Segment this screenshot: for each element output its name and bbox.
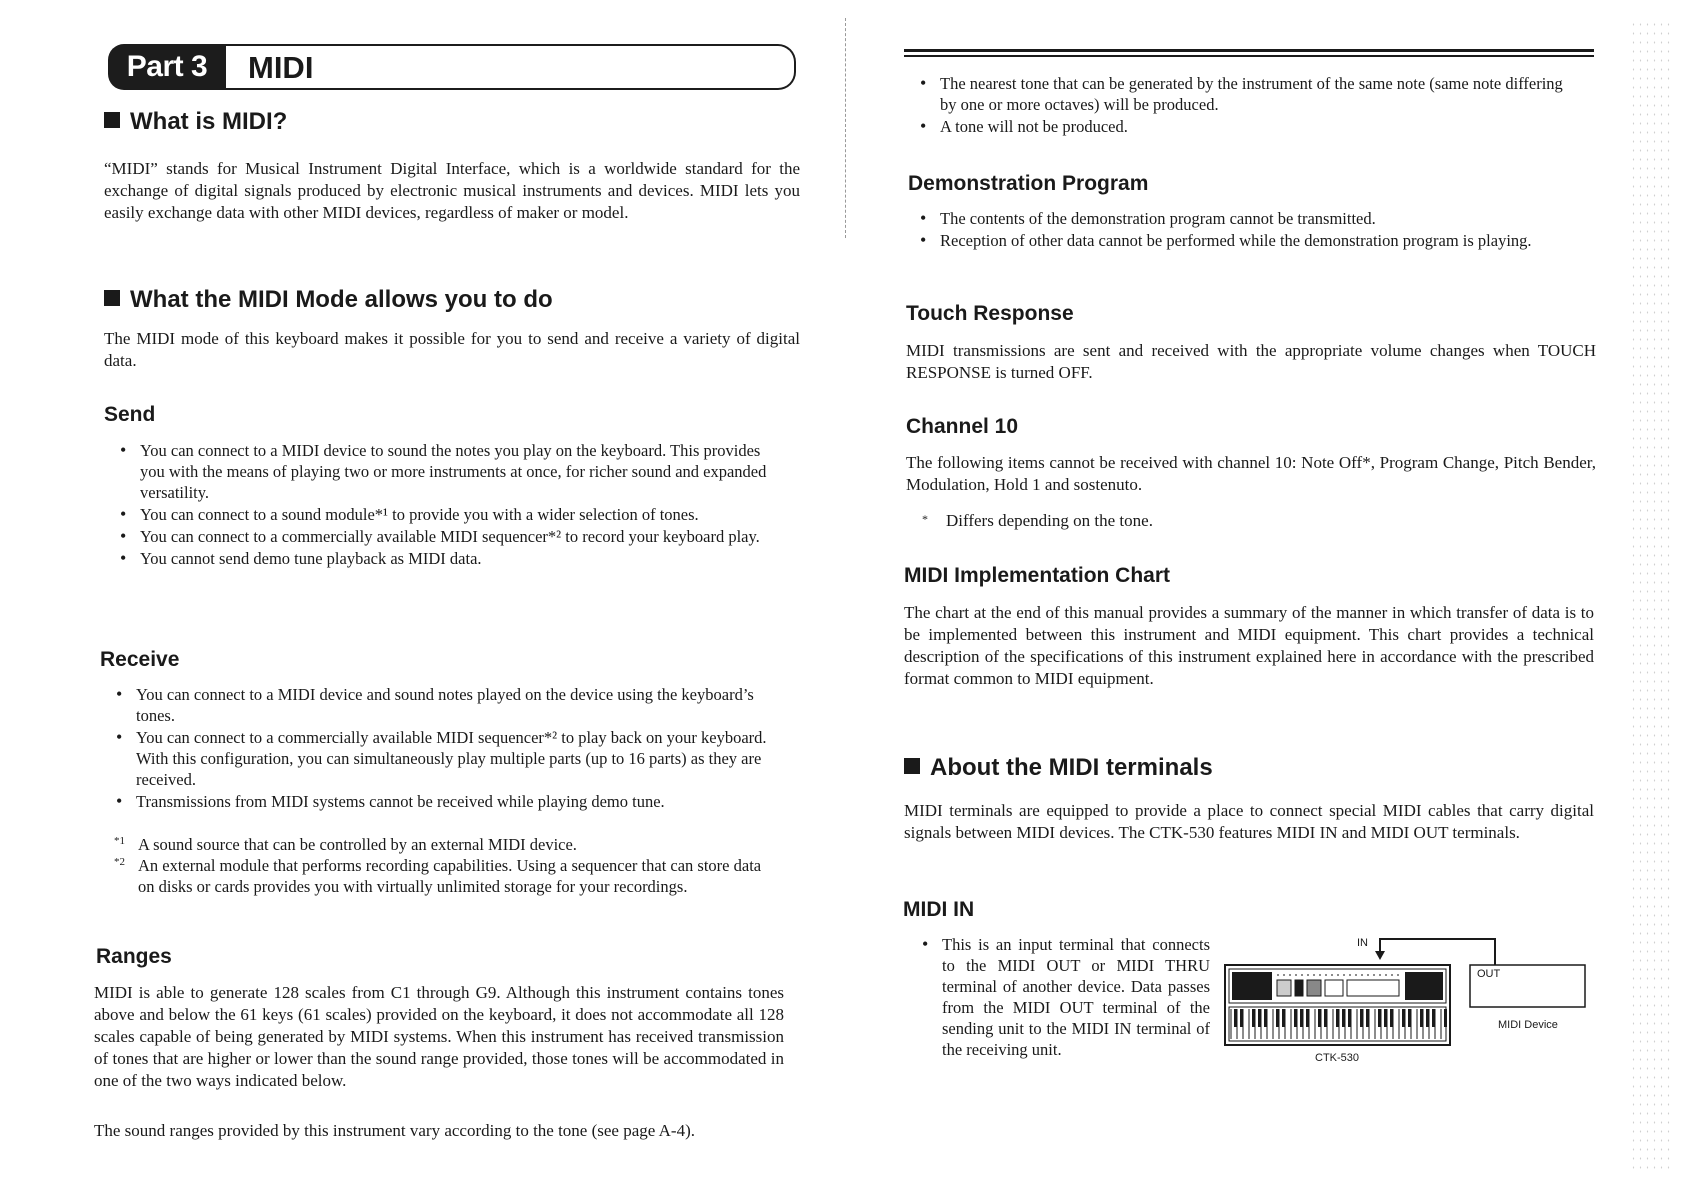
heading-midi-terminals: About the MIDI terminals [904, 754, 1213, 782]
heading-midi-mode: What the MIDI Mode allows you to do [104, 286, 553, 314]
midi-in-list [920, 934, 1210, 1061]
midi-connection-diagram [1215, 935, 1595, 1075]
heading-send: Send [104, 403, 156, 426]
midi-terminals-text: MIDI terminals are equipped to provide a place to connect special MIDI cables that carry digital signals between MIDI devices. The CTK-530 features MIDI IN and MIDI OUT terminals. [904, 801, 1594, 842]
list-item: • Reception of other data cannot be performed while the demonstration program is playing. [918, 230, 1570, 251]
list-item: • The contents of the demonstration program cannot be transmitted. [918, 208, 1570, 229]
midi-cable-line [1380, 939, 1495, 965]
list-item: • You can connect to a commercially available MIDI sequencer*² to record your keyboard play. [118, 526, 768, 547]
list-item: • You can connect to a sound module*¹ to provide you with a wider selection of tones. [118, 504, 768, 525]
out-label: OUT [1477, 968, 1501, 980]
heading-what-is-midi: What is MIDI? [104, 108, 287, 136]
list-item: • Transmissions from MIDI systems cannot be received while playing demo tune. [114, 791, 770, 812]
heading-midi-in: MIDI IN [903, 898, 975, 921]
list-item: • A tone will not be produced. [918, 116, 1570, 137]
demo-list [918, 208, 1570, 252]
what-is-midi-text: “MIDI” stands for Musical Instrument Digital Interface, which is a worldwide standard for the exchange of digital signals produced by electronic musical instruments and devices. MIDI lets you easily exchange data with other MIDI devices, regardless of maker or model. [104, 159, 800, 222]
scan-edge-noise [1630, 20, 1670, 1170]
implementation-chart-text: The chart at the end of this manual provides a summary of the manner in which transfer of data is to be implemented between this instrument and MIDI equipment. This chart provides a technical description of the specifications of this instrument explained here in accordance with the prescribed format common to MIDI equipment. [904, 603, 1594, 688]
part-label: Part 3 [108, 44, 226, 90]
list-item: • This is an input terminal that connects to the MIDI OUT or MIDI THRU terminal of another device. Data passes from the MIDI OUT terminal of the sending unit to the MIDI IN terminal of the receiving unit. [920, 934, 1210, 1060]
ranges-text: MIDI is able to generate 128 scales from C1 through G9. Although this instrument contains tones above and below the 61 keys (61 scales) provided on the keyboard, it does not accommodate all 128 scales capable of being generated by MIDI systems. When this instrument has received transmission of tones that are higher or lower than the sound range provided, those tones will be accommodated in one of the two ways indicated below. [94, 983, 784, 1090]
list-item: • You can connect to a commercially available MIDI sequencer*² to play back on your keyboard. With this configuration, you can simultaneously play multiple parts (up to 16 parts) as they are received. [114, 727, 770, 790]
square-bullet-icon [104, 112, 120, 128]
receive-list [114, 684, 770, 813]
heading-midi-implementation-chart: MIDI Implementation Chart [904, 564, 1171, 587]
heading-demonstration-program: Demonstration Program [908, 172, 1149, 195]
page-fold-line [845, 18, 847, 238]
send-list [118, 440, 768, 570]
heading-channel-10: Channel 10 [906, 415, 1019, 438]
heading-touch-response: Touch Response [906, 302, 1074, 325]
top-rule [904, 49, 1594, 52]
heading-receive: Receive [100, 648, 180, 671]
top-rule [904, 55, 1594, 57]
black-key [1444, 1009, 1447, 1027]
heading-ranges: Ranges [96, 945, 172, 968]
part-header [108, 44, 796, 90]
list-item: • You cannot send demo tune playback as MIDI data. [118, 548, 768, 569]
range-ways-list [918, 73, 1570, 138]
square-bullet-icon [104, 290, 120, 306]
footnotes [114, 834, 764, 897]
footnote: *2 An external module that performs recording capabilities. Using a sequencer that can store data on disks or cards provides you with virtually unlimited storage for your recordings. [114, 856, 762, 896]
list-item: • The nearest tone that can be generated by the instrument of the same note (same note differing by one or more octaves) will be produced. [918, 73, 1570, 115]
midi-device-label: MIDI Device [1498, 1019, 1558, 1031]
keyboard-model-label: CTK-530 [1315, 1052, 1360, 1064]
midi-mode-text: The MIDI mode of this keyboard makes it possible for you to send and receive a variety of digital data. [104, 329, 800, 370]
touch-response-text: MIDI transmissions are sent and received with the appropriate volume changes when TOUCH RESPONSE is turned OFF. [906, 341, 1596, 382]
list-item: • You can connect to a MIDI device and sound notes played on the device using the keyboard’s tones. [114, 684, 770, 726]
channel-10-note: * Differs depending on the tone. [922, 511, 1153, 530]
footnote: *1 A sound source that can be controlled by an external MIDI device. [114, 835, 577, 854]
in-arrow-icon [1375, 951, 1385, 960]
page-title: MIDI [248, 50, 314, 85]
square-bullet-icon [904, 758, 920, 774]
channel-10-text: The following items cannot be received with channel 10: Note Off*, Program Change, Pitch Bender, Modulation, Hold 1 and sostenuto. [906, 453, 1596, 494]
in-label: IN [1357, 937, 1368, 949]
connection-diagram-svg [1215, 935, 1595, 1075]
ranges-text-2: The sound ranges provided by this instrument vary according to the tone (see page A-4). [94, 1121, 695, 1140]
list-item: • You can connect to a MIDI device to sound the notes you play on the keyboard. This provides you with the means of playing two or more instruments at once, for richer sound and expanded versatility. [118, 440, 768, 503]
